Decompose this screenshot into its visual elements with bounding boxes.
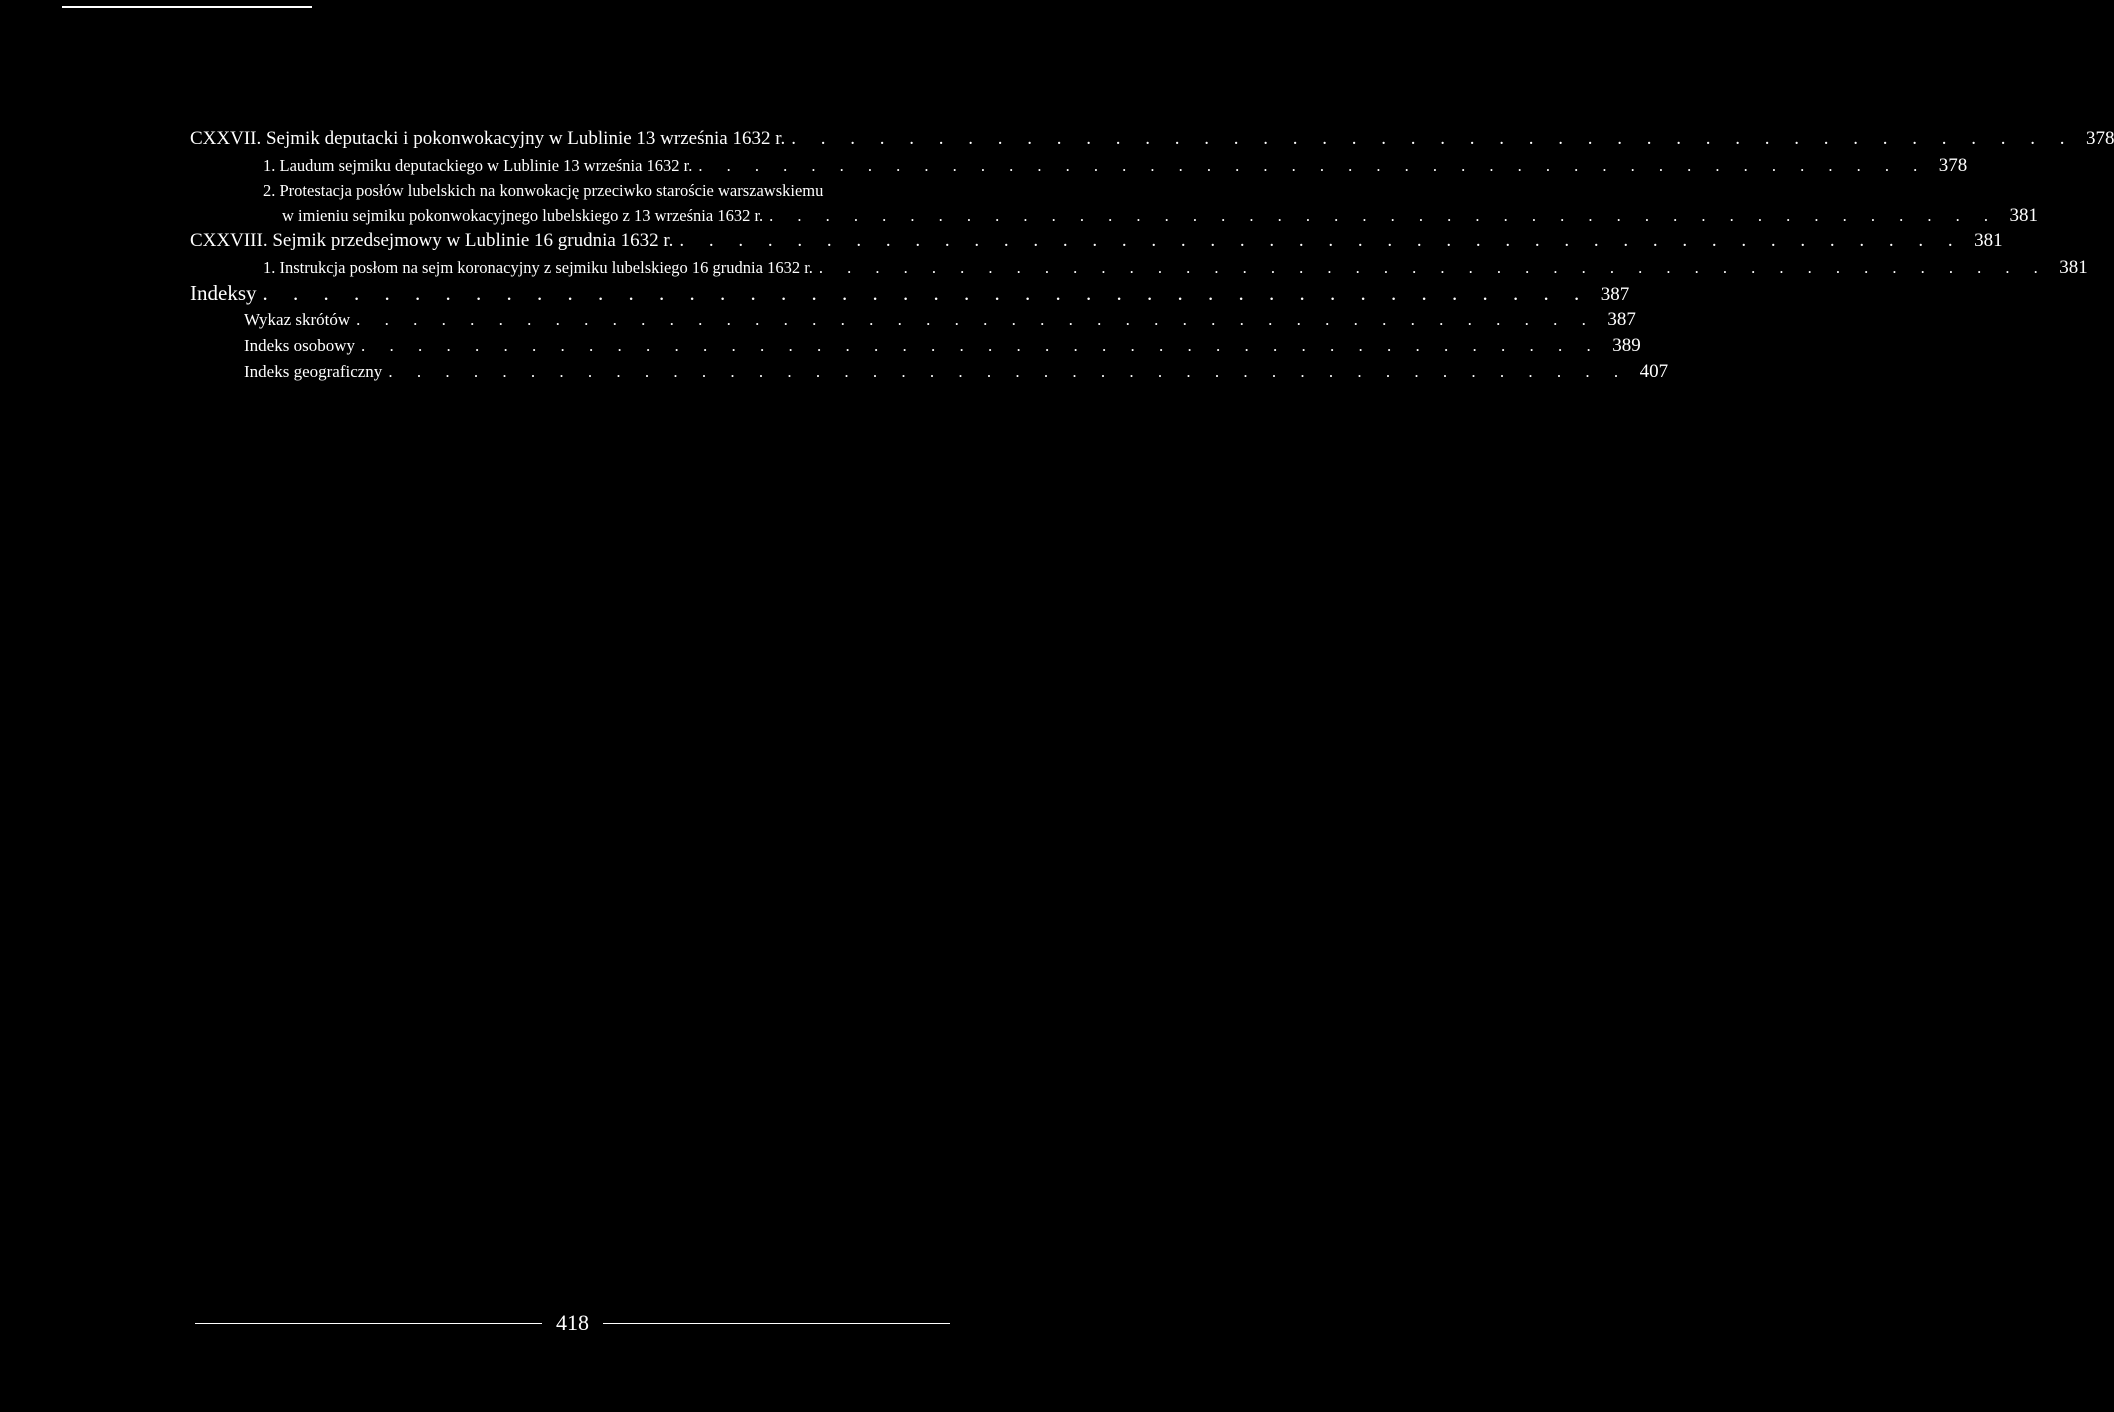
dot-leader: . . . . . . . . . . . . . . . . . . . . . . . . . . . . . . . . . . . . . . . . . . . . [262, 281, 1590, 305]
toc-entry-title: 2. Protestacja posłów lubelskich na konwokację przeciwko staroście warszawskiemu [263, 181, 824, 200]
footer-rule-left [195, 1323, 542, 1324]
toc-entry-title: 1. Instrukcja posłom na sejm koronacyjny z sejmiku lubelskiego 16 grudnia 1632 r. [263, 258, 813, 277]
dot-leader: . . . . . . . . . . . . . . . . . . . . . . . . . . . . . . . . . . . . . . . . . . . . [698, 156, 1928, 175]
toc-entry-indeksy[interactable] [190, 280, 1630, 307]
toc-entry-protestacja[interactable] [190, 203, 2039, 228]
top-rule [62, 6, 312, 8]
toc-entry-wykaz-skrotow[interactable] [190, 307, 1636, 333]
toc-entry-title: Indeksy [190, 281, 257, 305]
toc-entry-protestacja-line1[interactable] [190, 178, 950, 203]
toc-entry-title: w imieniu sejmiku pokonwokacyjnego lubelskiego z 13 września 1632 r. [282, 206, 764, 225]
dot-leader: . . . . . . . . . . . . . . . . . . . . . . . . . . . . . . . . . . . . . . . . . . . . [769, 206, 1999, 225]
toc-entry-indeks-geograficzny[interactable] [190, 359, 1669, 385]
toc-entry-title: 1. Laudum sejmiku deputackiego w Lublinie 13 września 1632 r. [263, 156, 693, 175]
toc-entry-page: 407 [1639, 361, 1669, 382]
toc-entry-title: Wykaz skrótów [244, 310, 351, 329]
page-number: 418 [556, 1310, 589, 1335]
dot-leader: . . . . . . . . . . . . . . . . . . . . . . . . . . . . . . . . . . . . . . . . . . . . [679, 230, 1963, 251]
toc-entry-title: CXXVIII. Sejmik przedsejmowy w Lublinie 16 grudnia 1632 r. [190, 230, 674, 251]
toc-entry-title: Indeks geograficzny [244, 362, 383, 381]
toc-entry-page: 378 [1938, 155, 1968, 176]
dot-leader: . . . . . . . . . . . . . . . . . . . . . . . . . . . . . . . . . . . . . . . . . . . . [388, 362, 1629, 381]
table-of-contents [190, 126, 2114, 385]
toc-entry-cxxvii[interactable] [190, 126, 2114, 153]
toc-entry-cxxviii[interactable] [190, 228, 2003, 255]
toc-entry-page: 381 [2059, 257, 2088, 278]
toc-entry-instrukcja[interactable] [190, 255, 2088, 280]
toc-entry-title: CXXVII. Sejmik deputacki i pokonwokacyjny w Lublinie 13 września 1632 r. [190, 128, 786, 149]
toc-entry-page: 381 [1974, 230, 2003, 251]
toc-entry-page: 387 [1607, 309, 1636, 330]
toc-entry-page: 387 [1600, 284, 1630, 305]
dot-leader: . . . . . . . . . . . . . . . . . . . . . . . . . . . . . . . . . . . . . . . . . . . . [360, 336, 1601, 355]
dot-leader: . . . . . . . . . . . . . . . . . . . . . . . . . . . . . . . . . . . . . . . . . . . . [818, 258, 2048, 277]
toc-entry-page: 378 [2085, 128, 2114, 149]
toc-entry-page: 389 [1612, 335, 1641, 356]
toc-entry-page: 381 [2009, 205, 2039, 226]
dot-leader: . . . . . . . . . . . . . . . . . . . . . . . . . . . . . . . . . . . . . . . . . . . . [356, 310, 1596, 329]
page-footer [195, 1310, 950, 1336]
dot-leader: . . . . . . . . . . . . . . . . . . . . . . . . . . . . . . . . . . . . . . . . . . . . [791, 128, 2075, 149]
toc-entry-laudum[interactable] [190, 153, 1968, 178]
footer-rule-right [603, 1323, 950, 1324]
toc-entry-title: Indeks osobowy [244, 336, 355, 355]
toc-entry-indeks-osobowy[interactable] [190, 333, 1641, 359]
